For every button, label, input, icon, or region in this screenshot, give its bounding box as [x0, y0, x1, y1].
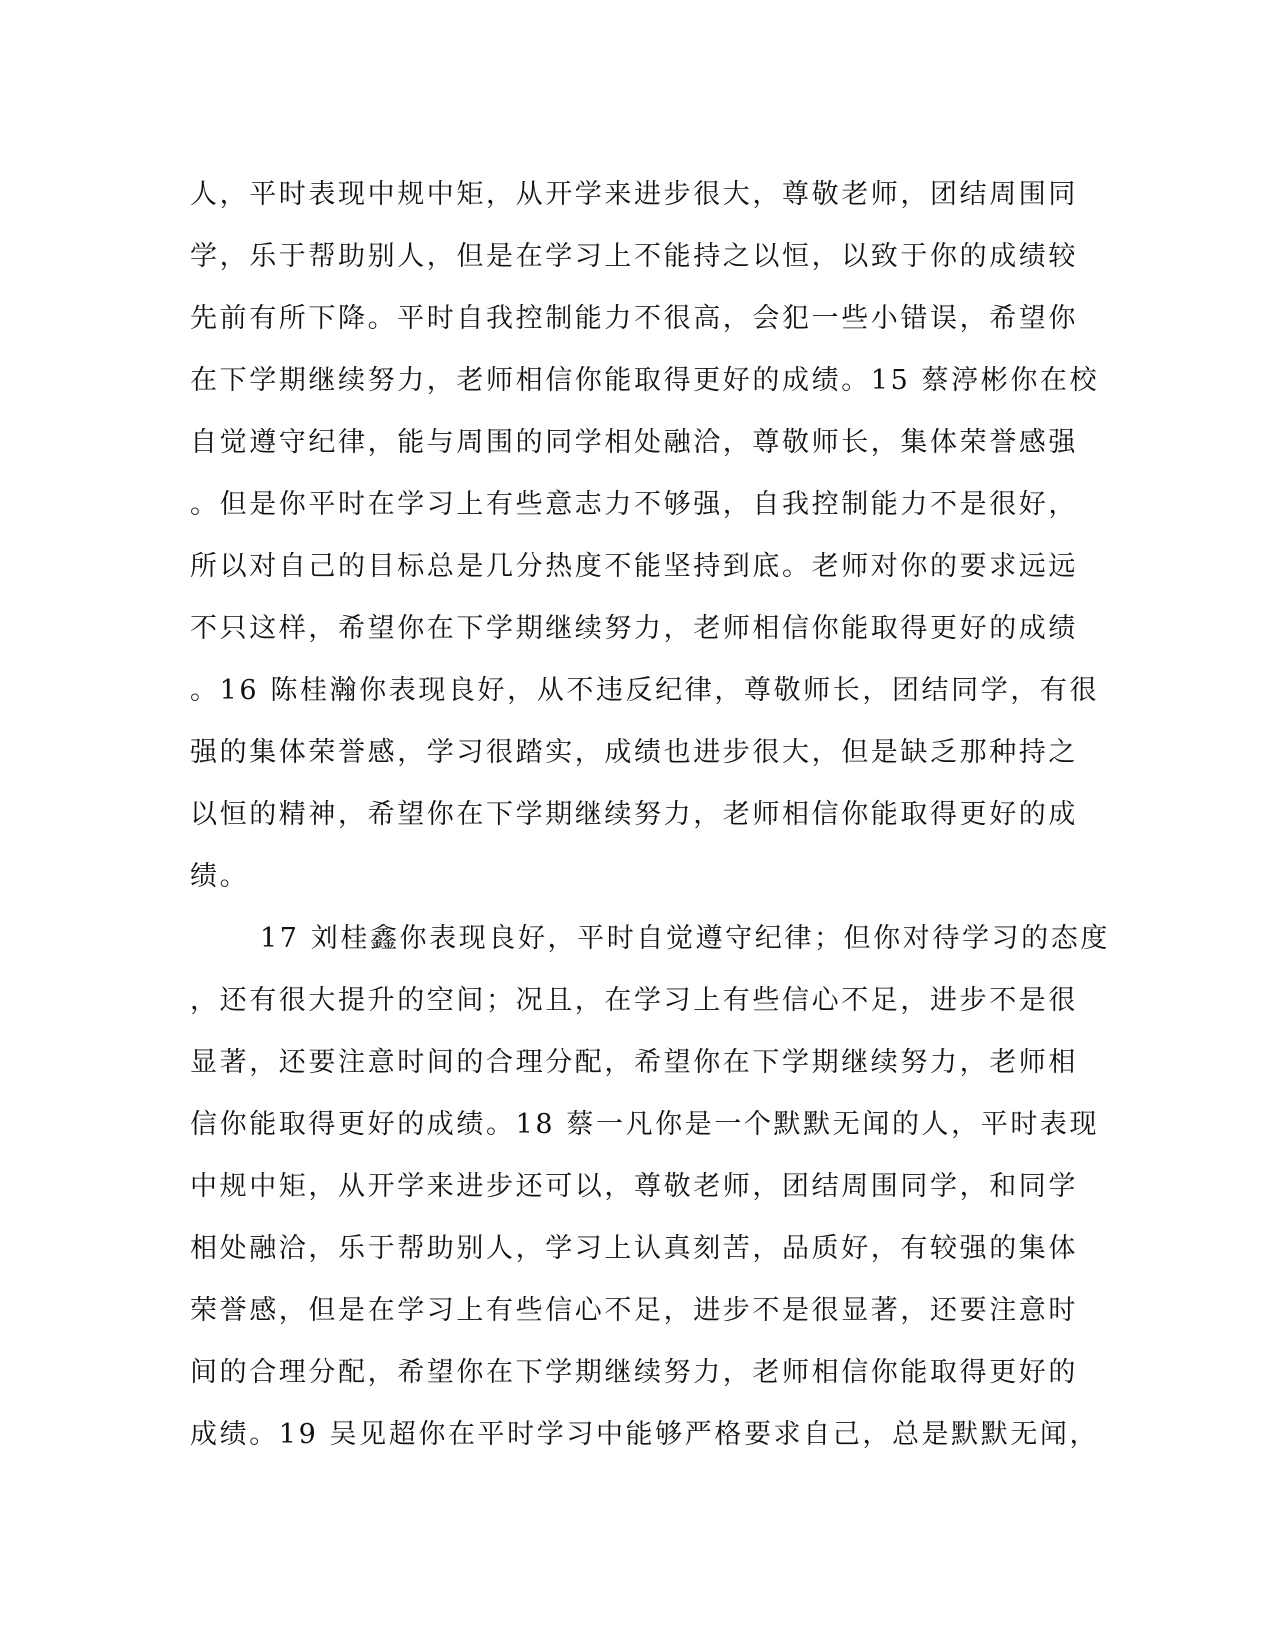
text-line: 以恒的精神，希望你在下学期继续努力，老师相信你能取得更好的成 [190, 799, 1078, 830]
text-line: 显著，还要注意时间的合理分配，希望你在下学期继续努力，老师相 [190, 1047, 1078, 1078]
paragraph-start-line: 17 刘桂鑫你表现良好，平时自觉遵守纪律；但你对待学习的态度 [260, 923, 1110, 954]
text-line: 中规中矩，从开学来进步还可以，尊敬老师，团结周围同学，和同学 [190, 1171, 1078, 1202]
text-line: 。但是你平时在学习上有些意志力不够强，自我控制能力不是很好， [190, 489, 1078, 520]
text-line: 不只这样，希望你在下学期继续努力，老师相信你能取得更好的成绩 [190, 613, 1078, 644]
text-line: 绩。 [190, 861, 250, 892]
text-line: 先前有所下降。平时自我控制能力不很高，会犯一些小错误，希望你 [190, 303, 1078, 334]
text-line: 所以对自己的目标总是几分热度不能坚持到底。老师对你的要求远远 [190, 551, 1078, 582]
text-line: 在下学期继续努力，老师相信你能取得更好的成绩。15 蔡渟彬你在校 [190, 365, 1100, 396]
text-line: 间的合理分配，希望你在下学期继续努力，老师相信你能取得更好的 [190, 1357, 1078, 1388]
text-line: 相处融洽，乐于帮助别人，学习上认真刻苦，品质好，有较强的集体 [190, 1233, 1078, 1264]
text-line: ，还有很大提升的空间；况且，在学习上有些信心不足，进步不是很 [190, 985, 1078, 1016]
text-line: 自觉遵守纪律，能与周围的同学相处融洽，尊敬师长，集体荣誉感强 [190, 427, 1078, 458]
text-line: 荣誉感，但是在学习上有些信心不足，进步不是很显著，还要注意时 [190, 1295, 1078, 1326]
body-text [190, 164, 1110, 1466]
text-line: 人，平时表现中规中矩，从开学来进步很大，尊敬老师，团结周围同 [190, 179, 1078, 210]
text-line: 强的集体荣誉感，学习很踏实，成绩也进步很大，但是缺乏那种持之 [190, 737, 1078, 768]
text-line: 。16 陈桂瀚你表现良好，从不违反纪律，尊敬师长，团结同学，有很 [190, 675, 1100, 706]
text-line: 成绩。19 吴见超你在平时学习中能够严格要求自己，总是默默无闻， [190, 1419, 1100, 1450]
text-line: 学，乐于帮助别人，但是在学习上不能持之以恒，以致于你的成绩较 [190, 241, 1078, 272]
text-line: 信你能取得更好的成绩。18 蔡一凡你是一个默默无闻的人，平时表现 [190, 1109, 1100, 1140]
